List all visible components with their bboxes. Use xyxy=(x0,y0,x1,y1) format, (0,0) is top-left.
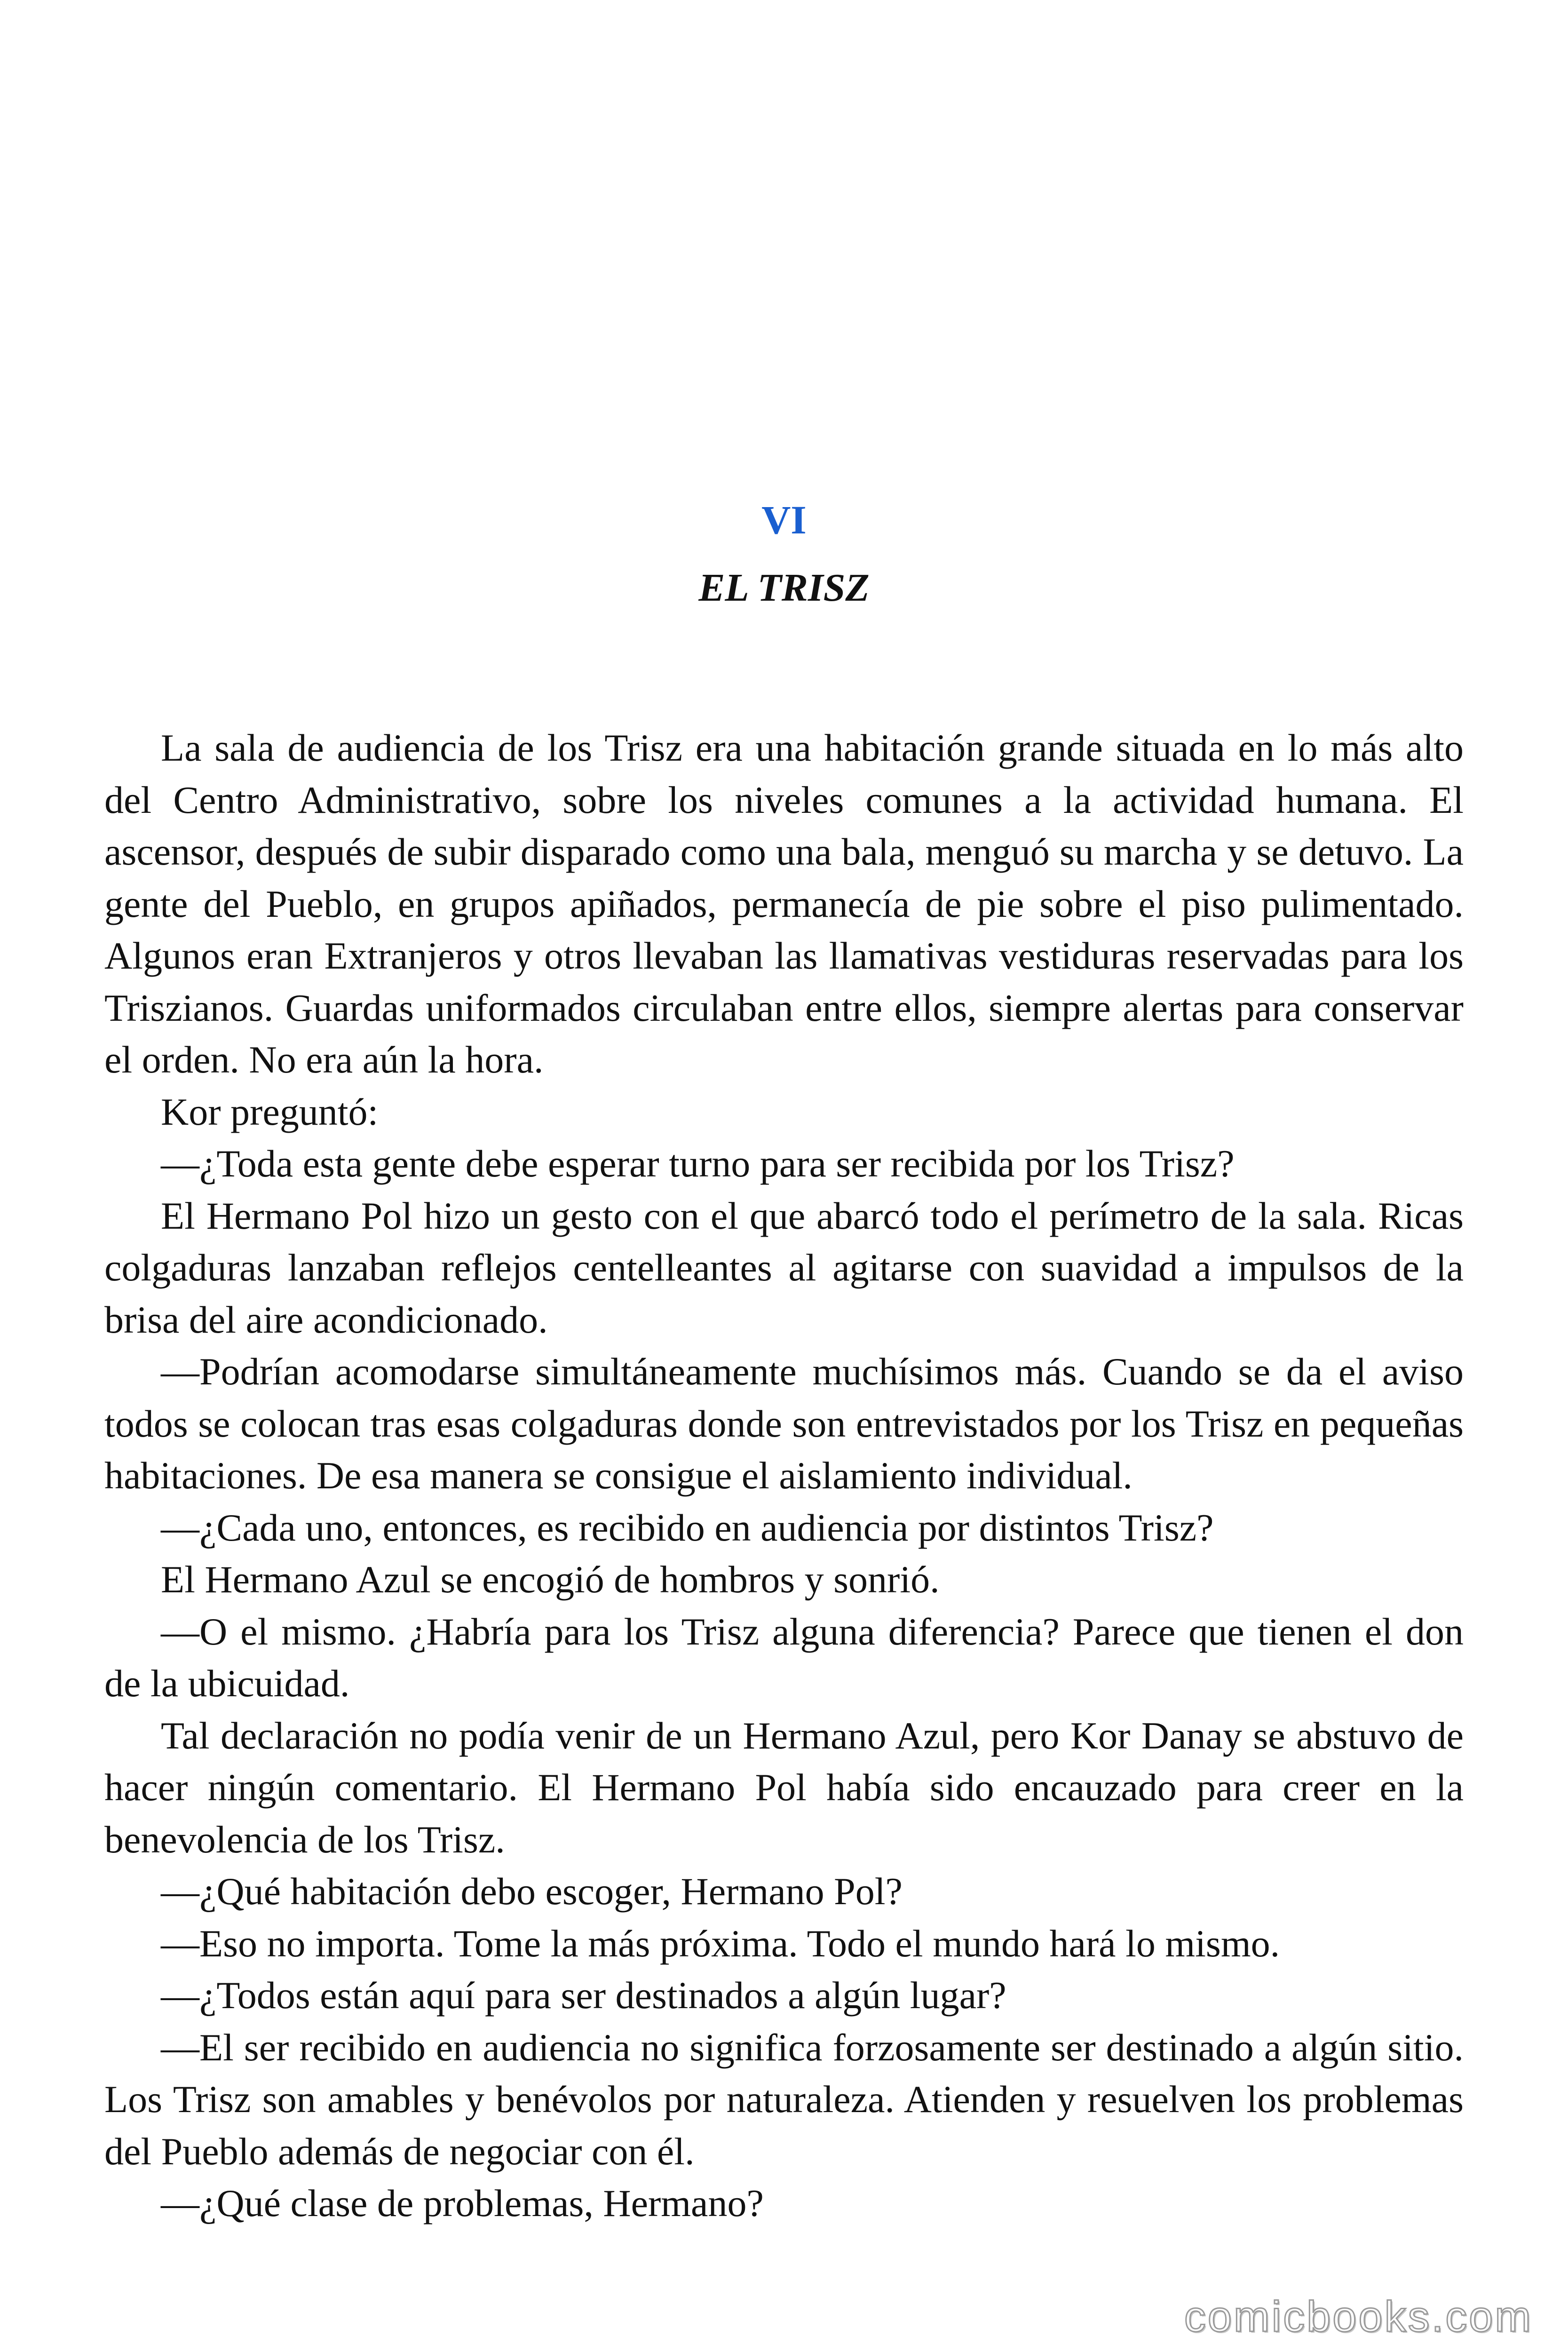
chapter-number: VI xyxy=(761,497,807,542)
paragraph: El Hermano Pol hizo un gesto con el que abarcó todo el perímetro de la sala. Ricas colgaduras lanzaban reflejos centelleantes al agitarse con suavidad a impulsos de la brisa del aire acondicionado. xyxy=(104,1194,1464,1341)
paragraph: La sala de audiencia de los Trisz era una habitación grande situada en lo más alto del Centro Administrativo, sobre los niveles comunes a la actividad humana. El ascensor, después de subir disparado como una bala, menguó su marcha y se detuvo. La gente del Pueblo, en grupos apiñados, permanecía de pie sobre el piso pulimentado. Algunos eran Extranjeros y otros llevaban las llamativas vestiduras reservadas para los Triszianos. Guardas uniformados circulaban entre ellos, siempre alertas para conservar el orden. No era aún la hora. xyxy=(104,726,1464,1081)
body-text xyxy=(104,722,1464,2230)
paragraph: —O el mismo. ¿Habría para los Trisz alguna diferencia? Parece que tienen el don de la ubicuidad. xyxy=(104,1610,1464,1705)
paragraph: —¿Qué habitación debo escoger, Hermano Pol? xyxy=(161,1870,903,1913)
paragraph: Tal declaración no podía venir de un Hermano Azul, pero Kor Danay se abstuvo de hacer ningún comentario. El Hermano Pol había sido encauzado para creer en la benevolencia de los Trisz. xyxy=(104,1714,1464,1861)
chapter-title: EL TRISZ xyxy=(698,566,870,610)
paragraph: —¿Qué clase de problemas, Hermano? xyxy=(161,2182,764,2225)
paragraph: —El ser recibido en audiencia no significa forzosamente ser destinado a algún sitio. Los Trisz son amables y benévolos por naturaleza. Atienden y resuelven los problemas del Pueblo además de negociar con él. xyxy=(104,2026,1464,2173)
paragraph: Kor preguntó: xyxy=(161,1090,379,1133)
paragraph: —¿Toda esta gente debe esperar turno para ser recibida por los Trisz? xyxy=(161,1142,1235,1185)
watermark: comicbooks.com xyxy=(1184,2293,1533,2341)
paragraph: —¿Todos están aquí para ser destinados a algún lugar? xyxy=(161,1974,1006,2017)
paragraph: El Hermano Azul se encogió de hombros y sonrió. xyxy=(161,1558,940,1601)
paragraph: —¿Cada uno, entonces, es recibido en audiencia por distintos Trisz? xyxy=(161,1506,1214,1549)
paragraph: —Podrían acomodarse simultáneamente muchísimos más. Cuando se da el aviso todos se colocan tras esas colgaduras donde son entrevistados por los Trisz en pequeñas habitaciones. De esa manera se consigue el aislamiento individual. xyxy=(104,1350,1464,1497)
paragraph: —Eso no importa. Tome la más próxima. Todo el mundo hará lo mismo. xyxy=(161,1922,1280,1965)
